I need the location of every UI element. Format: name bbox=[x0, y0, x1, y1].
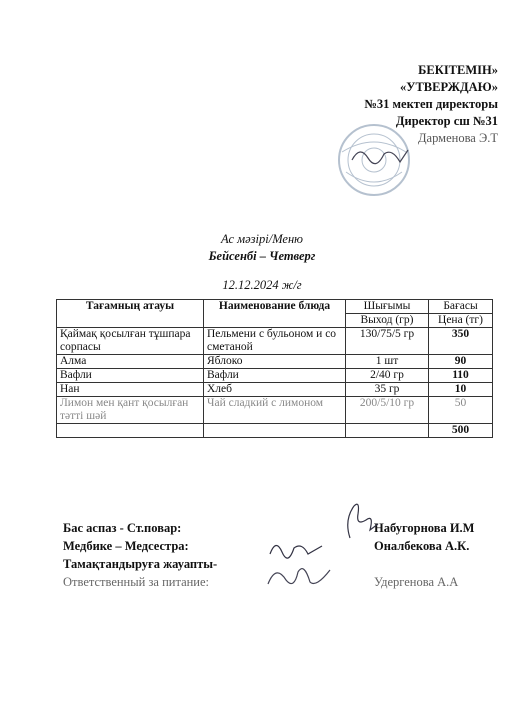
total-row bbox=[57, 424, 493, 438]
dish-kz: Лимон мен қант қосылған тәтті шәй bbox=[57, 397, 204, 424]
header-price-kz: Бағасы bbox=[429, 300, 493, 314]
header-out-ru: Выход (гр) bbox=[346, 314, 429, 328]
header-ru: Наименование блюда bbox=[204, 300, 346, 328]
dish-ru: Чай сладкий с лимоном bbox=[204, 397, 346, 424]
dish-ru: Пельмени с бульоном и со сметаной bbox=[204, 328, 346, 355]
approval-line-2: «УТВЕРЖДАЮ» bbox=[400, 80, 498, 94]
dish-price: 90 bbox=[429, 355, 493, 369]
role-nurse: Медбике – Медсестра: bbox=[63, 539, 189, 553]
dish-out: 1 шт bbox=[346, 355, 429, 369]
menu-date: 12.12.2024 ж/г bbox=[222, 278, 302, 292]
header-price-ru: Цена (тг) bbox=[429, 314, 493, 328]
dish-out: 35 гр bbox=[346, 383, 429, 397]
director-name: Дарменова Э.Т bbox=[418, 131, 498, 145]
dish-kz: Алма bbox=[57, 355, 204, 369]
table-row bbox=[57, 355, 493, 369]
table-row bbox=[57, 328, 493, 355]
dish-ru: Вафли bbox=[204, 369, 346, 383]
approval-line-3: №31 мектеп директоры bbox=[364, 97, 498, 111]
total-empty bbox=[57, 424, 204, 438]
dish-price: 50 bbox=[429, 397, 493, 424]
role-cook: Бас аспаз - Ст.повар: bbox=[63, 521, 182, 535]
role-responsible-kz: Тамақтандыруға жауапты- bbox=[63, 557, 218, 571]
dish-ru: Яблоко bbox=[204, 355, 346, 369]
total-empty bbox=[346, 424, 429, 438]
signature-roles bbox=[63, 519, 217, 591]
table-row bbox=[57, 383, 493, 397]
menu-day: Бейсенбі – Четверг bbox=[208, 249, 316, 263]
responsible-signature-icon bbox=[264, 560, 334, 592]
name-cook: Набугорнова И.М bbox=[374, 521, 475, 535]
total-empty bbox=[204, 424, 346, 438]
cook-signature-icon bbox=[330, 500, 380, 540]
dish-price: 350 bbox=[429, 328, 493, 355]
dish-out: 200/5/10 гр bbox=[346, 397, 429, 424]
approval-line-4: Директор сш №31 bbox=[395, 114, 498, 128]
approval-line-1: БЕКІТЕМІН» bbox=[418, 63, 498, 77]
name-nurse: Оналбекова А.К. bbox=[374, 539, 470, 553]
table-row bbox=[57, 397, 493, 424]
signature-names bbox=[374, 519, 474, 591]
dish-out: 130/75/5 гр bbox=[346, 328, 429, 355]
director-signature-icon bbox=[350, 140, 410, 170]
dish-price: 110 bbox=[429, 369, 493, 383]
table-row bbox=[57, 369, 493, 383]
dish-kz: Вафли bbox=[57, 369, 204, 383]
header-kz: Тағамның атауы bbox=[57, 300, 204, 328]
nurse-signature-icon bbox=[266, 536, 326, 562]
dish-kz: Нан bbox=[57, 383, 204, 397]
role-responsible-ru: Ответственный за питание: bbox=[63, 575, 210, 589]
name-responsible: Удергенова А.А bbox=[374, 575, 459, 589]
menu-table bbox=[56, 299, 493, 438]
menu-title: Ас мәзірі/Меню bbox=[221, 232, 303, 246]
total-price: 500 bbox=[429, 424, 493, 438]
dish-out: 2/40 гр bbox=[346, 369, 429, 383]
dish-kz: Қаймақ қосылған тұшпара сорпасы bbox=[57, 328, 204, 355]
header-out-kz: Шығымы bbox=[346, 300, 429, 314]
dish-price: 10 bbox=[429, 383, 493, 397]
dish-ru: Хлеб bbox=[204, 383, 346, 397]
